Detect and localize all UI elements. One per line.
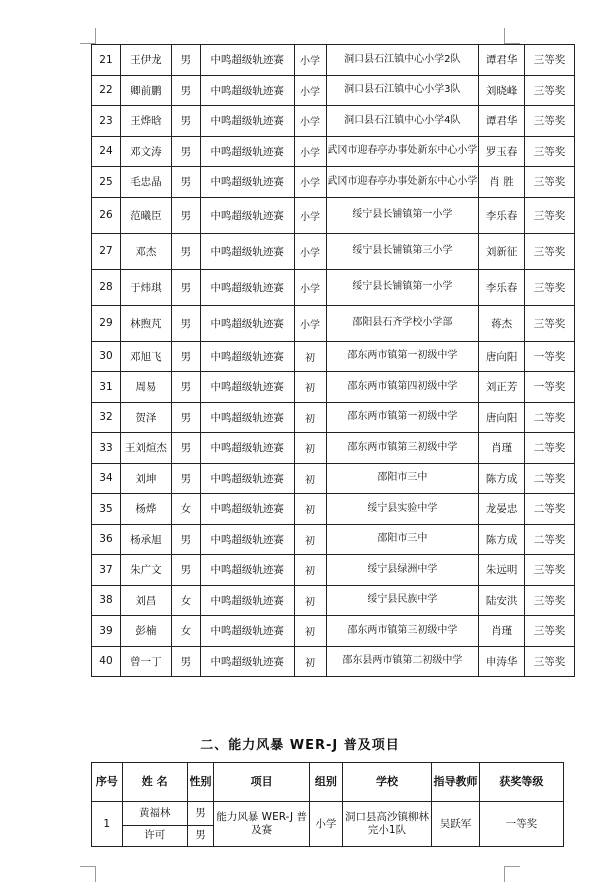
cell-name: 曾一丁 [120, 646, 171, 677]
cell-school: 绥宁县长铺镇第一小学 [326, 269, 479, 305]
table-row [92, 372, 575, 403]
cell-event: 中鸣超级轨迹赛 [200, 305, 294, 341]
cell-level: 小学 [294, 75, 326, 106]
table-row [92, 75, 575, 106]
header-award: 获奖等级 [479, 763, 563, 802]
cell-gender: 男 [171, 75, 200, 106]
cell-event: 中鸣超级轨迹赛 [200, 167, 294, 198]
cell-level: 初 [294, 341, 326, 372]
cell-name: 刘昌 [120, 585, 171, 616]
crop-mark [504, 866, 505, 882]
cell-teacher: 罗玉春 [479, 136, 525, 167]
cell-teacher: 肖瑾 [479, 433, 525, 464]
cell-gender: 男 [171, 197, 200, 233]
cell-name: 范曦臣 [120, 197, 171, 233]
cell-teacher: 肖 胜 [479, 167, 525, 198]
cell-no: 26 [92, 197, 121, 233]
table-row [92, 616, 575, 647]
cell-teacher: 陈方成 [479, 524, 525, 555]
cell-teacher: 刘新征 [479, 233, 525, 269]
cell-no: 34 [92, 463, 121, 494]
cell-gender: 男 [171, 341, 200, 372]
cell-level: 初 [294, 524, 326, 555]
cell-gender: 男 [171, 463, 200, 494]
cell-school: 绥宁县实验中学 [326, 494, 479, 525]
cell-name: 王刘煊杰 [120, 433, 171, 464]
cell-level: 初 [294, 555, 326, 586]
cell-no: 33 [92, 433, 121, 464]
cell-award: 三等奖 [525, 646, 575, 677]
cell-name: 刘坤 [120, 463, 171, 494]
cell-school: 洞口县石江镇中心小学4队 [326, 106, 479, 137]
cell-gender: 女 [171, 494, 200, 525]
cell-teacher: 唐向阳 [479, 402, 525, 433]
table-row [92, 233, 575, 269]
cell-award: 一等奖 [525, 341, 575, 372]
table-row [92, 463, 575, 494]
cell-level: 初 [294, 494, 326, 525]
cell-no: 31 [92, 372, 121, 403]
cell-level: 小学 [310, 802, 343, 847]
cell-school: 绥宁县绿洲中学 [326, 555, 479, 586]
crop-mark [504, 28, 505, 44]
cell-level: 小学 [294, 136, 326, 167]
cell-no: 1 [92, 802, 123, 847]
cell-award: 三等奖 [525, 75, 575, 106]
cell-event: 中鸣超级轨迹赛 [200, 646, 294, 677]
cell-no: 35 [92, 494, 121, 525]
crop-mark [504, 866, 520, 867]
cell-event: 中鸣超级轨迹赛 [200, 463, 294, 494]
cell-award: 二等奖 [525, 463, 575, 494]
cell-event: 中鸣超级轨迹赛 [200, 136, 294, 167]
table-row [92, 136, 575, 167]
cell-no: 32 [92, 402, 121, 433]
cell-level: 小学 [294, 45, 326, 76]
cell-name: 毛忠晶 [120, 167, 171, 198]
cell-level: 小学 [294, 106, 326, 137]
table-row [92, 305, 575, 341]
table-row [92, 555, 575, 586]
cell-level: 小学 [294, 269, 326, 305]
cell-name: 王伊龙 [120, 45, 171, 76]
cell-school: 邵阳县石齐学校小学部 [326, 305, 479, 341]
table-row [92, 585, 575, 616]
cell-gender: 男 [187, 825, 213, 846]
cell-gender: 女 [171, 585, 200, 616]
cell-no: 23 [92, 106, 121, 137]
cell-school: 武冈市迎春亭办事处新东中心小学 [326, 136, 479, 167]
cell-teacher: 唐向阳 [479, 341, 525, 372]
table-row [92, 197, 575, 233]
table-row [92, 167, 575, 198]
cell-name: 邓文涛 [120, 136, 171, 167]
cell-teacher: 吴跃军 [432, 802, 479, 847]
cell-award: 三等奖 [525, 555, 575, 586]
cell-event: 中鸣超级轨迹赛 [200, 402, 294, 433]
cell-school: 邵东两市镇第三初级中学 [326, 616, 479, 647]
cell-award: 一等奖 [479, 802, 563, 847]
cell-event: 中鸣超级轨迹赛 [200, 524, 294, 555]
cell-gender: 男 [171, 233, 200, 269]
header-gender: 性别 [187, 763, 213, 802]
cell-event: 中鸣超级轨迹赛 [200, 106, 294, 137]
cell-level: 小学 [294, 197, 326, 233]
cell-event: 中鸣超级轨迹赛 [200, 45, 294, 76]
cell-level: 初 [294, 616, 326, 647]
cell-gender: 男 [171, 524, 200, 555]
table-row [92, 402, 575, 433]
cell-teacher: 蒋杰 [479, 305, 525, 341]
award-table-1 [91, 44, 575, 677]
cell-gender: 男 [171, 167, 200, 198]
cell-level: 小学 [294, 167, 326, 198]
cell-teacher: 李乐春 [479, 269, 525, 305]
cell-name: 黄福林 [122, 802, 187, 826]
cell-name: 杨承旭 [120, 524, 171, 555]
cell-award: 三等奖 [525, 585, 575, 616]
cell-award: 三等奖 [525, 45, 575, 76]
cell-award: 二等奖 [525, 524, 575, 555]
header-event: 项目 [214, 763, 310, 802]
cell-gender: 女 [171, 616, 200, 647]
cell-school: 邵东两市镇第四初级中学 [326, 372, 479, 403]
cell-teacher: 谭君华 [479, 106, 525, 137]
cell-name: 林煦芃 [120, 305, 171, 341]
cell-award: 二等奖 [525, 433, 575, 464]
table-row [92, 524, 575, 555]
cell-gender: 男 [171, 433, 200, 464]
cell-gender: 男 [171, 106, 200, 137]
header-no: 序号 [92, 763, 123, 802]
header-school: 学校 [342, 763, 432, 802]
cell-school: 洞口县石江镇中心小学2队 [326, 45, 479, 76]
cell-school: 洞口县石江镇中心小学3队 [326, 75, 479, 106]
header-teacher: 指导教师 [432, 763, 479, 802]
cell-name: 朱广文 [120, 555, 171, 586]
cell-no: 21 [92, 45, 121, 76]
cell-name: 邓杰 [120, 233, 171, 269]
cell-award: 二等奖 [525, 494, 575, 525]
cell-school: 绥宁县长铺镇第一小学 [326, 197, 479, 233]
table-row [92, 106, 575, 137]
table-row [92, 269, 575, 305]
table-row [92, 341, 575, 372]
cell-school: 邵阳市三中 [326, 524, 479, 555]
header-level: 组别 [310, 763, 343, 802]
header-name: 姓 名 [122, 763, 187, 802]
table-row [92, 802, 564, 826]
table-row [92, 45, 575, 76]
cell-award: 三等奖 [525, 269, 575, 305]
cell-school: 邵东两市镇第一初级中学 [326, 341, 479, 372]
cell-level: 初 [294, 433, 326, 464]
cell-teacher: 陆安洪 [479, 585, 525, 616]
cell-gender: 男 [171, 646, 200, 677]
award-table-1-body [92, 45, 575, 677]
crop-mark [95, 28, 96, 44]
cell-school: 邵阳市三中 [326, 463, 479, 494]
cell-award: 三等奖 [525, 167, 575, 198]
cell-level: 初 [294, 372, 326, 403]
cell-school: 邵东县两市镇第二初级中学 [326, 646, 479, 677]
cell-name: 卿前鹏 [120, 75, 171, 106]
cell-gender: 男 [171, 402, 200, 433]
cell-award: 二等奖 [525, 402, 575, 433]
cell-school: 邵东两市镇第一初级中学 [326, 402, 479, 433]
cell-name: 杨烨 [120, 494, 171, 525]
table-header-row [92, 763, 564, 802]
cell-school: 绥宁县民族中学 [326, 585, 479, 616]
cell-gender: 男 [171, 269, 200, 305]
cell-no: 40 [92, 646, 121, 677]
cell-no: 27 [92, 233, 121, 269]
table-row [92, 433, 575, 464]
cell-teacher: 刘正芳 [479, 372, 525, 403]
crop-mark [95, 866, 96, 882]
cell-name: 许可 [122, 825, 187, 846]
cell-school: 绥宁县长铺镇第三小学 [326, 233, 479, 269]
cell-award: 三等奖 [525, 106, 575, 137]
cell-no: 22 [92, 75, 121, 106]
cell-gender: 男 [171, 555, 200, 586]
cell-event: 中鸣超级轨迹赛 [200, 433, 294, 464]
cell-level: 小学 [294, 305, 326, 341]
cell-school: 洞口县高沙镇柳林完小1队 [342, 802, 432, 847]
cell-level: 小学 [294, 233, 326, 269]
cell-gender: 男 [171, 45, 200, 76]
cell-gender: 男 [171, 372, 200, 403]
cell-event: 中鸣超级轨迹赛 [200, 616, 294, 647]
cell-event: 中鸣超级轨迹赛 [200, 585, 294, 616]
cell-no: 30 [92, 341, 121, 372]
cell-award: 三等奖 [525, 305, 575, 341]
cell-no: 29 [92, 305, 121, 341]
cell-gender: 男 [171, 305, 200, 341]
cell-no: 39 [92, 616, 121, 647]
cell-event: 中鸣超级轨迹赛 [200, 372, 294, 403]
cell-award: 三等奖 [525, 136, 575, 167]
cell-award: 三等奖 [525, 197, 575, 233]
cell-teacher: 李乐春 [479, 197, 525, 233]
cell-name: 于炜琪 [120, 269, 171, 305]
cell-teacher: 龙晏忠 [479, 494, 525, 525]
cell-event: 中鸣超级轨迹赛 [200, 197, 294, 233]
cell-event: 中鸣超级轨迹赛 [200, 555, 294, 586]
cell-name: 周易 [120, 372, 171, 403]
cell-event: 中鸣超级轨迹赛 [200, 269, 294, 305]
cell-award: 三等奖 [525, 616, 575, 647]
cell-level: 初 [294, 463, 326, 494]
cell-event: 中鸣超级轨迹赛 [200, 233, 294, 269]
cell-event: 中鸣超级轨迹赛 [200, 341, 294, 372]
cell-teacher: 谭君华 [479, 45, 525, 76]
cell-gender: 男 [187, 802, 213, 826]
table-row [92, 494, 575, 525]
cell-name: 王烨晗 [120, 106, 171, 137]
table-row [92, 646, 575, 677]
cell-event: 中鸣超级轨迹赛 [200, 75, 294, 106]
cell-level: 初 [294, 402, 326, 433]
cell-teacher: 刘晓峰 [479, 75, 525, 106]
cell-event: 能力风暴 WER-J 普及赛 [214, 802, 310, 847]
section-title: 二、能力风暴 WER-J 普及项目 [200, 738, 400, 753]
cell-school: 武冈市迎春亭办事处新东中心小学 [326, 167, 479, 198]
cell-teacher: 申涛华 [479, 646, 525, 677]
cell-name: 贺泽 [120, 402, 171, 433]
cell-award: 一等奖 [525, 372, 575, 403]
cell-no: 38 [92, 585, 121, 616]
cell-event: 中鸣超级轨迹赛 [200, 494, 294, 525]
cell-no: 36 [92, 524, 121, 555]
cell-level: 初 [294, 646, 326, 677]
cell-gender: 男 [171, 136, 200, 167]
cell-no: 37 [92, 555, 121, 586]
cell-level: 初 [294, 585, 326, 616]
award-table-2 [91, 762, 564, 847]
cell-teacher: 陈方成 [479, 463, 525, 494]
cell-award: 三等奖 [525, 233, 575, 269]
cell-school: 邵东两市镇第三初级中学 [326, 433, 479, 464]
cell-no: 25 [92, 167, 121, 198]
cell-name: 彭楠 [120, 616, 171, 647]
crop-mark [80, 866, 96, 867]
cell-no: 28 [92, 269, 121, 305]
cell-name: 邓旭飞 [120, 341, 171, 372]
cell-teacher: 肖瑾 [479, 616, 525, 647]
cell-no: 24 [92, 136, 121, 167]
cell-teacher: 朱远明 [479, 555, 525, 586]
